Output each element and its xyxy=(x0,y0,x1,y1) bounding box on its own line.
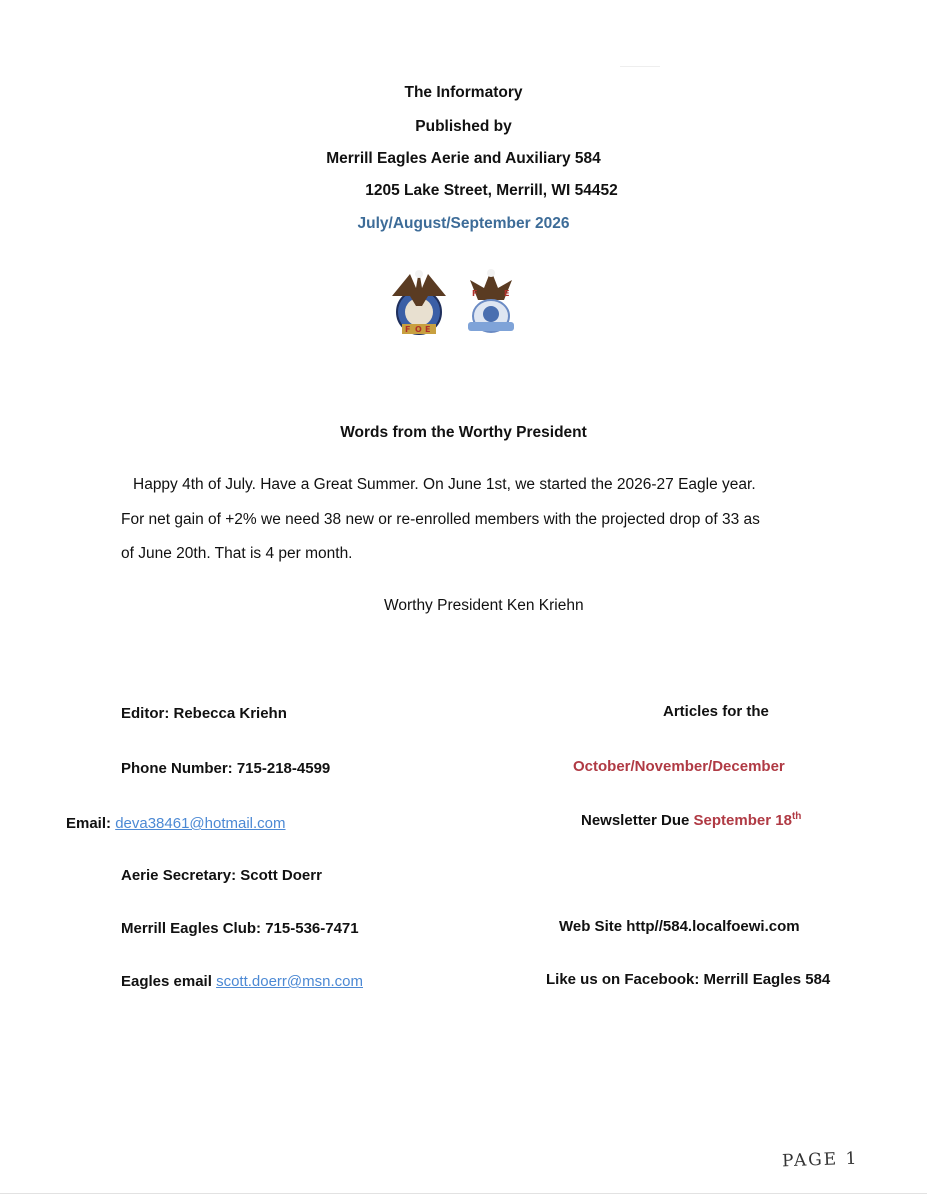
due-date xyxy=(694,812,802,829)
club-phone: Merrill Eagles Club: 715-536-7471 xyxy=(121,920,359,937)
aerie-secretary: Aerie Secretary: Scott Doerr xyxy=(121,867,322,884)
published-by: Published by xyxy=(415,118,512,135)
articles-months: October/November/December xyxy=(573,758,785,775)
organization-address: 1205 Lake Street, Merrill, WI 54452 xyxy=(365,182,618,199)
organization-name: Merrill Eagles Aerie and Auxiliary 584 xyxy=(326,150,601,167)
email-line xyxy=(66,815,286,832)
emblem-letter: E xyxy=(425,325,431,334)
president-message-line: of June 20th. That is 4 per month. xyxy=(121,545,353,562)
newsletter-title: The Informatory xyxy=(404,84,523,101)
editor-name: Editor: Rebecca Kriehn xyxy=(121,705,287,722)
emblem-letter: O xyxy=(415,325,422,334)
scan-edge xyxy=(0,1193,927,1194)
logos xyxy=(388,266,522,338)
website: Web Site http//584.localfoewi.com xyxy=(559,918,800,935)
auxiliary-eagle-emblem-icon xyxy=(460,266,522,338)
phone-number: Phone Number: 715-218-4599 xyxy=(121,760,331,777)
scan-mark xyxy=(620,66,660,67)
eagles-email-label: Eagles email xyxy=(121,973,217,990)
newsletter-due xyxy=(581,811,801,829)
due-label: Newsletter Due xyxy=(581,812,694,829)
eagles-email-line xyxy=(121,973,363,990)
issue-date: July/August/September 2026 xyxy=(357,215,570,232)
emblem-letter: E xyxy=(504,289,510,298)
president-message-line: For net gain of +2% we need 38 new or re-enrolled members with the projected drop of 33 as xyxy=(121,511,760,528)
eagle-emblem-icon xyxy=(388,266,450,338)
email-link[interactable]: deva38461@hotmail.com xyxy=(115,815,286,832)
due-date-suffix: th xyxy=(791,811,802,822)
emblem-letter: F xyxy=(405,325,411,334)
eagles-email-link[interactable]: scott.doerr@msn.com xyxy=(216,973,363,990)
emblem-letter: F xyxy=(472,289,478,298)
page-number: PAGE 1 xyxy=(781,1148,859,1172)
facebook: Like us on Facebook: Merrill Eagles 584 xyxy=(546,971,831,988)
articles-heading: Articles for the xyxy=(663,703,769,720)
president-message-line: Happy 4th of July. Have a Great Summer. On June 1st, we started the 2026-27 Eagle year. xyxy=(133,476,756,493)
email-label: Email: xyxy=(66,815,116,832)
president-signature: Worthy President Ken Kriehn xyxy=(384,597,584,614)
president-heading: Words from the Worthy President xyxy=(340,424,587,441)
due-date-text: September 18 xyxy=(693,812,792,829)
